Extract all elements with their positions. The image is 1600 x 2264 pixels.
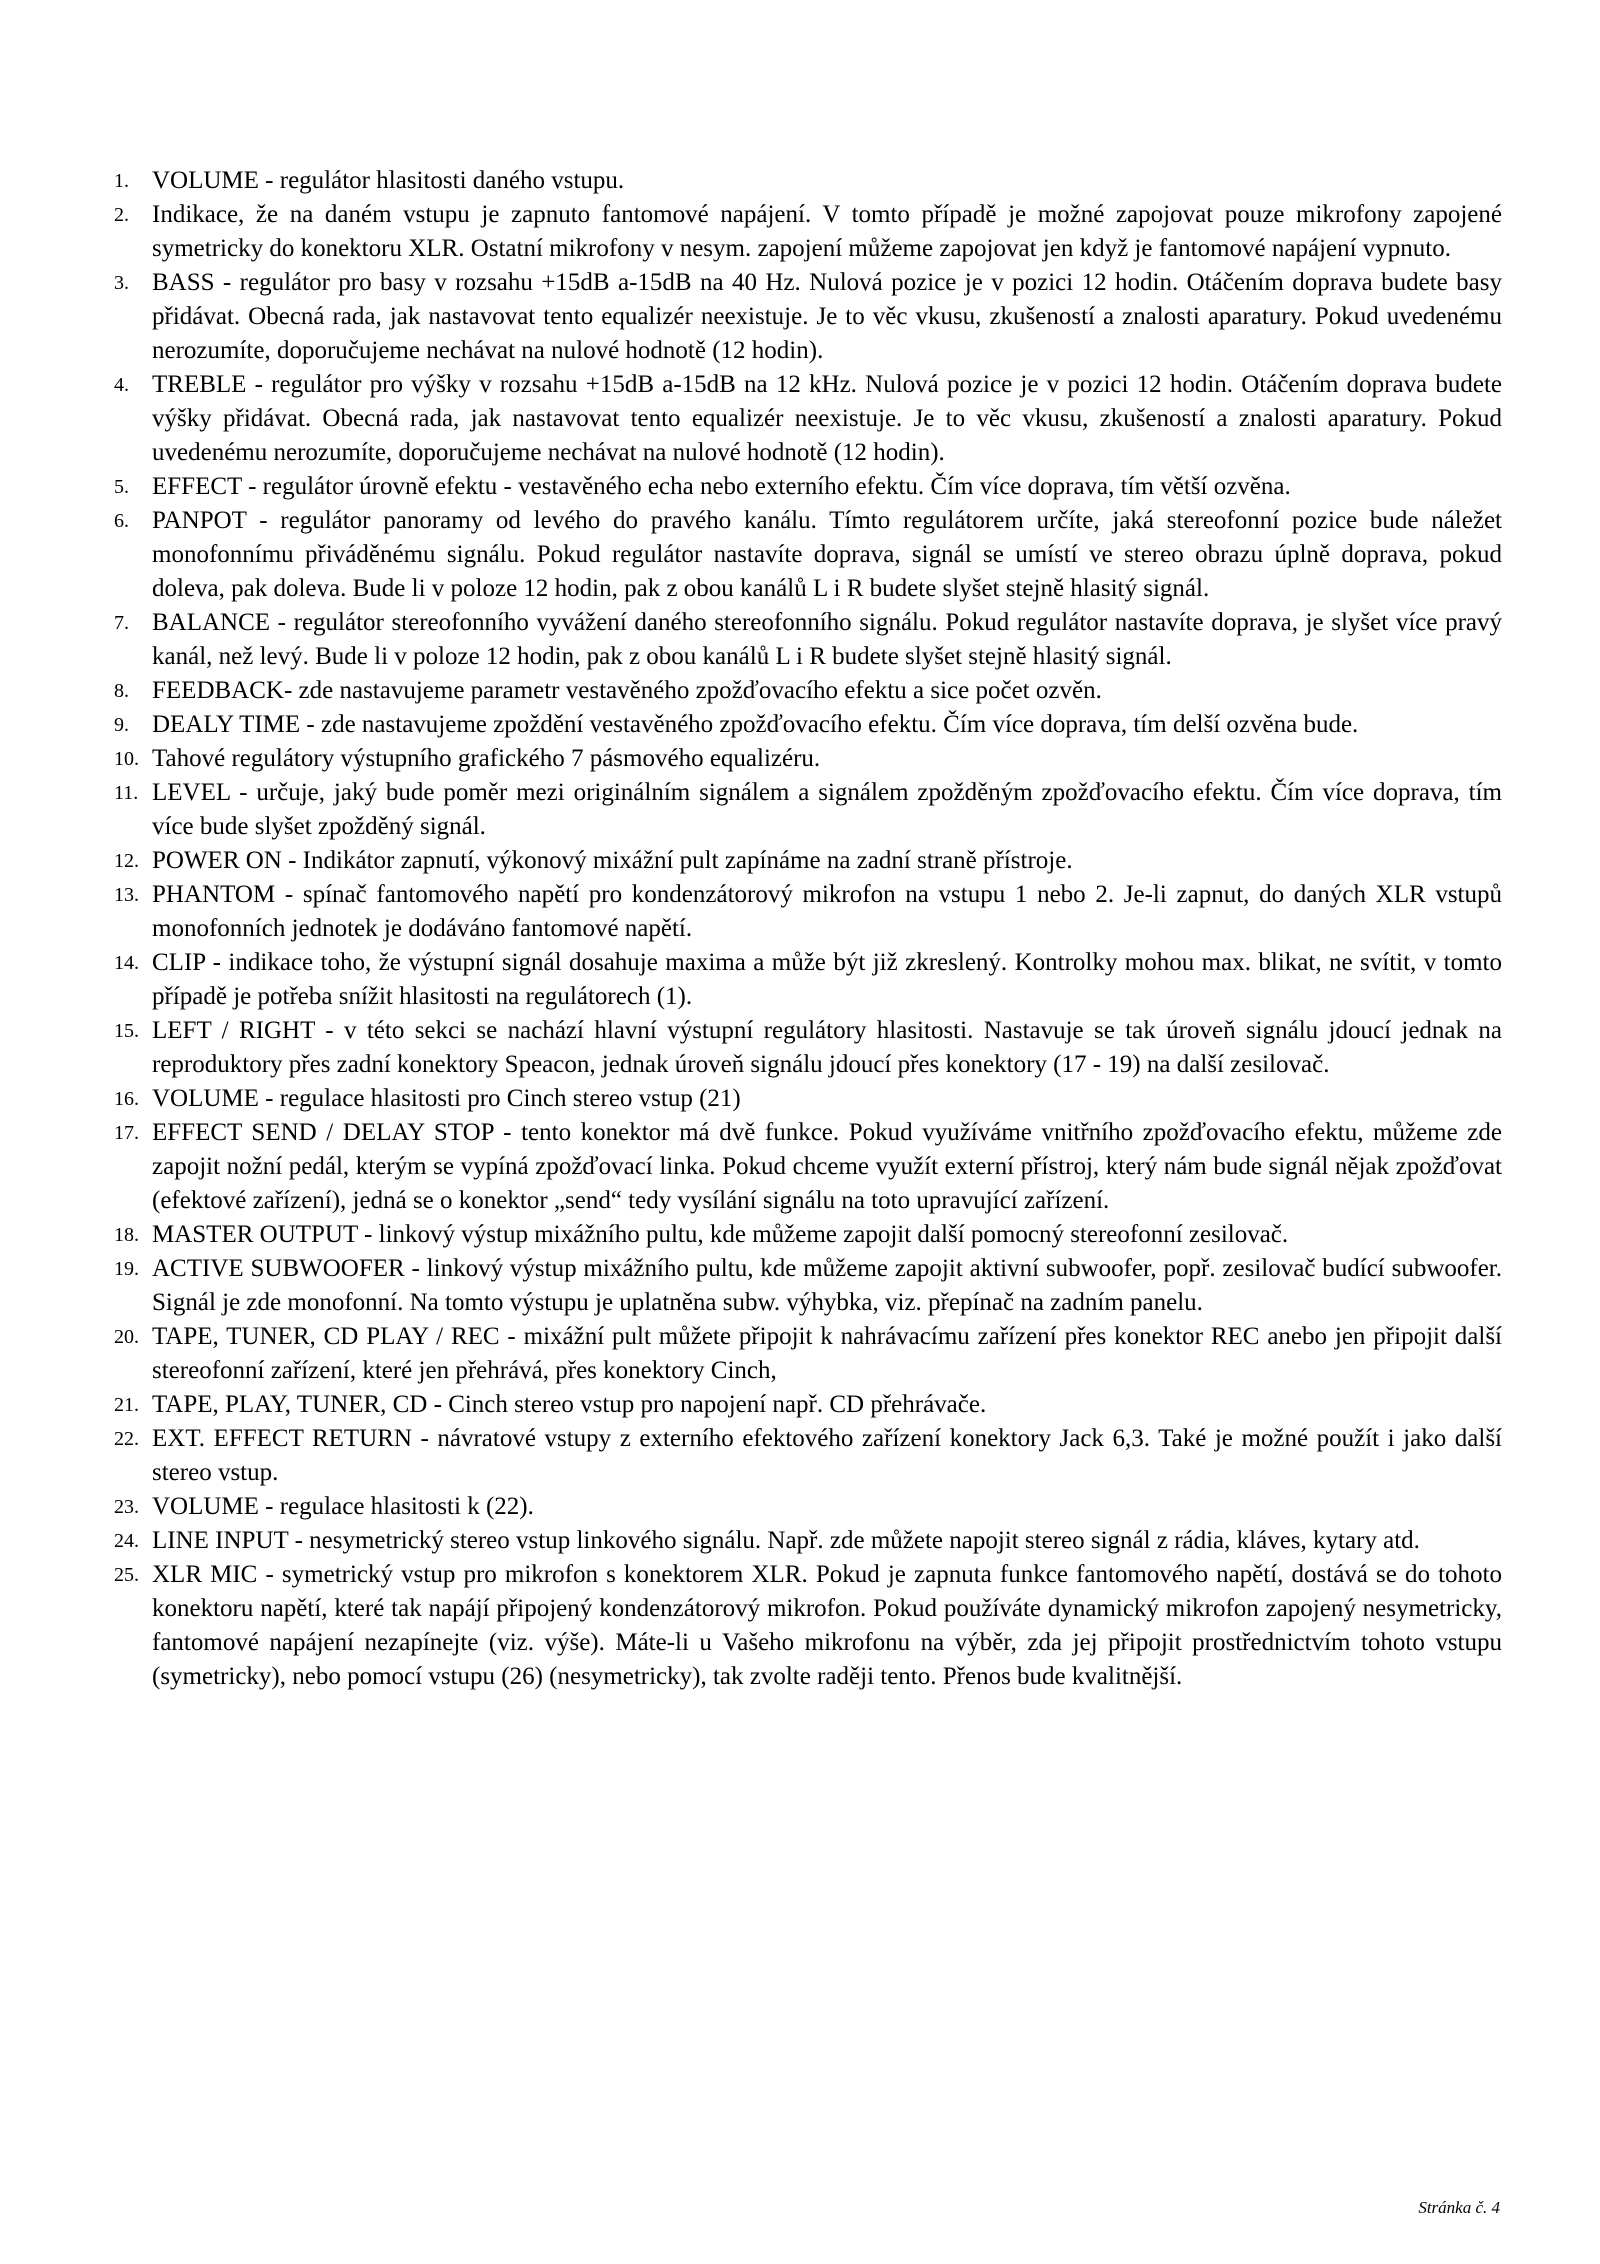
item-text: LEFT / RIGHT - v této sekci se nachází hlavní výstupní regulátory hlasitosti. Nastavuje se tak úroveň signálu jdoucí jednak na reproduktory přes zadní konektory Speacon, jednak úroveň signálu jdoucí přes konektory (17 - 19) na další zesilovač. [152, 1017, 1502, 1078]
list-item [0, 708, 1600, 742]
list-item [0, 1388, 1600, 1422]
item-number: 5. [114, 476, 129, 498]
list-item [0, 844, 1600, 878]
list-item [0, 164, 1600, 198]
item-text: EFFECT SEND / DELAY STOP - tento konektor má dvě funkce. Pokud využíváme vnitřního zpožďovacího efektu, můžeme zde zapojit nožní pedál, kterým se vypíná zpožďovací linka. Pokud chceme využít externí přístroj, který nám bude signál nějak zpožďovat (efektové zařízení), jedná se o konektor „send“ tedy vysílání signálu na toto upravující zařízení. [152, 1119, 1502, 1214]
list-item [0, 742, 1600, 776]
item-number: 22. [114, 1428, 139, 1450]
item-number: 13. [114, 884, 139, 906]
item-text: LEVEL - určuje, jaký bude poměr mezi originálním signálem a signálem zpožděným zpožďovacího efektu. Čím více doprava, tím více bude slyšet zpožděný signál. [152, 779, 1502, 840]
list-item [0, 1218, 1600, 1252]
list-item [0, 1252, 1600, 1320]
list-item [0, 1422, 1600, 1490]
item-text: VOLUME - regulace hlasitosti pro Cinch stereo vstup (21) [152, 1085, 741, 1112]
list-item [0, 1116, 1600, 1218]
list-item [0, 776, 1600, 844]
item-number: 12. [114, 850, 139, 872]
list-item [0, 1490, 1600, 1524]
numbered-list [0, 164, 1600, 1694]
item-number: 6. [114, 510, 129, 532]
item-text: BALANCE - regulátor stereofonního vyvážení daného stereofonního signálu. Pokud regulátor nastavíte doprava, je slyšet více pravý kanál, než levý. Bude li v poloze 12 hodin, pak z obou kanálů L i R budete slyšet stejně hlasitý signál. [152, 609, 1502, 670]
item-text: BASS - regulátor pro basy v rozsahu +15dB a-15dB na 40 Hz. Nulová pozice je v pozici 12 hodin. Otáčením doprava budete basy přidávat. Obecná rada, jak nastavovat tento equalizér neexistuje. Je to věc vkusu, zkušeností a znalosti aparatury. Pokud uvedenému nerozumíte, doporučujeme nechávat na nulové hodnotě (12 hodin). [152, 269, 1502, 364]
item-text: XLR MIC - symetrický vstup pro mikrofon s konektorem XLR. Pokud je zapnuta funkce fantomového napětí, dostává se do tohoto konektoru napětí, které tak napájí připojený kondenzátorový mikrofon. Pokud používáte dynamický mikrofon zapojený nesymetricky, fantomové napájení nezapínejte (viz. výše). Máte-li u Vašeho mikrofonu na výběr, zda jej připojit prostřednictvím tohoto vstupu (symetricky), nebo pomocí vstupu (26) (nesymetricky), tak zvolte raději tento. Přenos bude kvalitnější. [152, 1561, 1502, 1690]
item-number: 11. [114, 782, 139, 804]
item-number: 17. [114, 1122, 139, 1144]
list-item [0, 504, 1600, 606]
list-item [0, 266, 1600, 368]
item-number: 21. [114, 1394, 139, 1416]
item-text: Tahové regulátory výstupního grafického 7 pásmového equalizéru. [152, 745, 821, 772]
item-text: MASTER OUTPUT - linkový výstup mixážního pultu, kde můžeme zapojit další pomocný stereofonní zesilovač. [152, 1221, 1289, 1248]
item-number: 25. [114, 1564, 139, 1586]
list-item [0, 198, 1600, 266]
list-item [0, 878, 1600, 946]
list-item [0, 1524, 1600, 1558]
item-text: EFFECT - regulátor úrovně efektu - vestavěného echa nebo externího efektu. Čím více doprava, tím větší ozvěna. [152, 473, 1291, 500]
list-item [0, 368, 1600, 470]
list-item [0, 1558, 1600, 1694]
list-item [0, 1082, 1600, 1116]
item-text: PANPOT - regulátor panoramy od levého do pravého kanálu. Tímto regulátorem určíte, jaká stereofonní pozice bude náležet monofonnímu přiváděnému signálu. Pokud regulátor nastavíte doprava, signál se umístí ve stereo obrazu úplně doprava, pokud doleva, pak doleva. Bude li v poloze 12 hodin, pak z obou kanálů L i R budete slyšet stejně hlasitý signál. [152, 507, 1502, 602]
list-item [0, 946, 1600, 1014]
item-number: 20. [114, 1326, 139, 1348]
item-text: LINE INPUT - nesymetrický stereo vstup linkového signálu. Např. zde můžete napojit stereo signál z rádia, kláves, kytary atd. [152, 1527, 1420, 1554]
item-number: 3. [114, 272, 129, 294]
item-text: POWER ON - Indikátor zapnutí, výkonový mixážní pult zapínáme na zadní straně přístroje. [152, 847, 1073, 874]
item-number: 23. [114, 1496, 139, 1518]
page-number: Stránka č. 4 [1418, 2198, 1500, 2217]
item-text: EXT. EFFECT RETURN - návratové vstupy z externího efektového zařízení konektory Jack 6,3. Také je možné použít i jako další stereo vstup. [152, 1425, 1502, 1486]
item-number: 4. [114, 374, 129, 396]
item-number: 14. [114, 952, 139, 974]
item-number: 24. [114, 1530, 139, 1552]
item-number: 18. [114, 1224, 139, 1246]
item-number: 8. [114, 680, 129, 702]
item-number: 15. [114, 1020, 139, 1042]
item-text: VOLUME - regulátor hlasitosti daného vstupu. [152, 167, 625, 194]
item-text: TAPE, TUNER, CD PLAY / REC - mixážní pult můžete připojit k nahrávacímu zařízení přes konektor REC anebo jen připojit další stereofonní zařízení, které jen přehrává, přes konektory Cinch, [152, 1323, 1502, 1384]
item-text: DEALY TIME - zde nastavujeme zpoždění vestavěného zpožďovacího efektu. Čím více doprava, tím delší ozvěna bude. [152, 711, 1359, 738]
item-text: FEEDBACK- zde nastavujeme parametr vestavěného zpožďovacího efektu a sice počet ozvěn. [152, 677, 1102, 704]
item-number: 7. [114, 612, 129, 634]
item-number: 10. [114, 748, 139, 770]
item-text: TAPE, PLAY, TUNER, CD - Cinch stereo vstup pro napojení např. CD přehrávače. [152, 1391, 987, 1418]
item-text: CLIP - indikace toho, že výstupní signál dosahuje maxima a může být již zkreslený. Kontrolky mohou max. blikat, ne svítit, v tomto případě je potřeba snížit hlasitosti na regulátorech (1). [152, 949, 1502, 1010]
item-text: Indikace, že na daném vstupu je zapnuto fantomové napájení. V tomto případě je možné zapojovat pouze mikrofony zapojené symetricky do konektoru XLR. Ostatní mikrofony v nesym. zapojení můžeme zapojovat jen když je fantomové napájení vypnuto. [152, 201, 1502, 262]
list-item [0, 674, 1600, 708]
item-text: PHANTOM - spínač fantomového napětí pro kondenzátorový mikrofon na vstupu 1 nebo 2. Je-li zapnut, do daných XLR vstupů monofonních jednotek je dodáváno fantomové napětí. [152, 881, 1502, 942]
list-item [0, 470, 1600, 504]
item-number: 2. [114, 204, 129, 226]
item-number: 16. [114, 1088, 139, 1110]
list-item [0, 1014, 1600, 1082]
item-number: 19. [114, 1258, 139, 1280]
item-number: 9. [114, 714, 129, 736]
item-text: VOLUME - regulace hlasitosti k (22). [152, 1493, 534, 1520]
list-item [0, 606, 1600, 674]
list-item [0, 1320, 1600, 1388]
item-text: TREBLE - regulátor pro výšky v rozsahu +15dB a-15dB na 12 kHz. Nulová pozice je v pozici 12 hodin. Otáčením doprava budete výšky přidávat. Obecná rada, jak nastavovat tento equalizér neexistuje. Je to věc vkusu, zkušeností a znalosti aparatury. Pokud uvedenému nerozumíte, doporučujeme nechávat na nulové hodnotě (12 hodin). [152, 371, 1502, 466]
item-number: 1. [114, 170, 129, 192]
item-text: ACTIVE SUBWOOFER - linkový výstup mixážního pultu, kde můžeme zapojit aktivní subwoofer, popř. zesilovač budící subwoofer. Signál je zde monofonní. Na tomto výstupu je uplatněna subw. výhybka, viz. přepínač na zadním panelu. [152, 1255, 1502, 1316]
